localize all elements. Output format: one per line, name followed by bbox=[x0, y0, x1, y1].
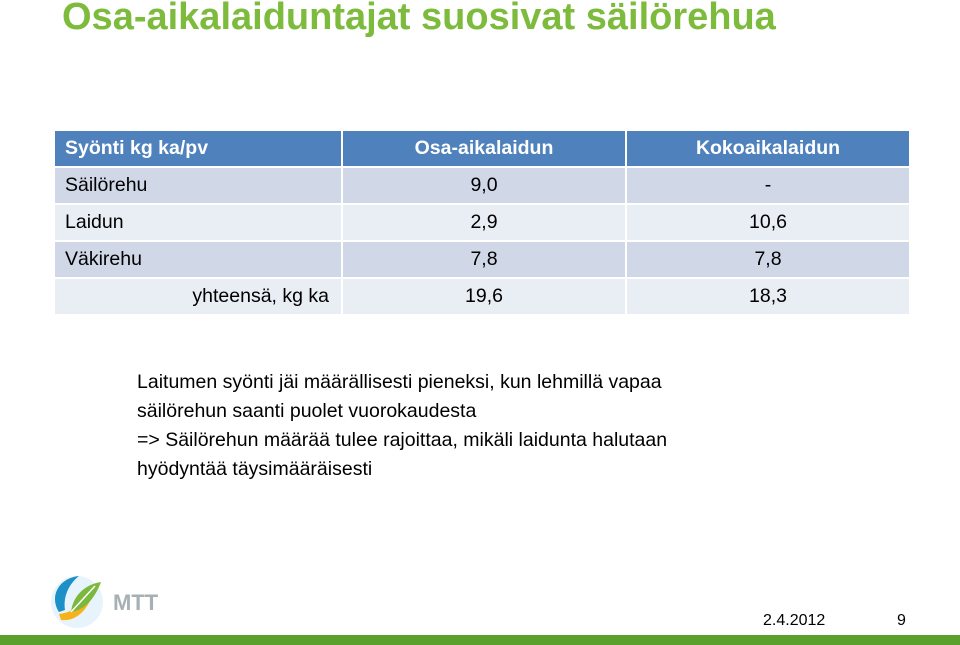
cell-full-time: 10,6 bbox=[627, 205, 909, 240]
mtt-logo-mark-icon bbox=[47, 572, 192, 632]
cell-part-time: 7,8 bbox=[343, 242, 625, 277]
conclusion-line: hyödyntää täysimääräisesti bbox=[137, 458, 373, 480]
conclusion-line: säilörehun saanti puolet vuorokaudesta bbox=[137, 400, 477, 422]
row-label-total: yhteensä, kg ka bbox=[55, 279, 341, 314]
cell-full-time: 7,8 bbox=[627, 242, 909, 277]
conclusion-text bbox=[137, 368, 917, 484]
row-label: Laidun bbox=[55, 205, 341, 240]
table-row bbox=[55, 242, 909, 277]
cell-part-time: 9,0 bbox=[343, 168, 625, 203]
cell-full-time: - bbox=[627, 168, 909, 203]
footer-divider bbox=[0, 635, 960, 645]
mtt-logo-text: MTT bbox=[113, 590, 159, 615]
table-header-row bbox=[55, 131, 909, 166]
cell-part-time-total: 19,6 bbox=[343, 279, 625, 314]
table-row bbox=[55, 205, 909, 240]
row-label: Väkirehu bbox=[55, 242, 341, 277]
table-row-total bbox=[55, 279, 909, 314]
row-label: Säilörehu bbox=[55, 168, 341, 203]
conclusion-line: => Säilörehun määrää tulee rajoittaa, mikäli laidunta halutaan bbox=[137, 429, 668, 451]
conclusion-line: Laitumen syönti jäi määrällisesti pieneksi, kun lehmillä vapaa bbox=[137, 371, 662, 393]
table-row bbox=[55, 168, 909, 203]
cell-part-time: 2,9 bbox=[343, 205, 625, 240]
header-cell-full-time: Kokoaikalaidun bbox=[627, 131, 909, 166]
page-number: 9 bbox=[897, 612, 906, 629]
header-cell-feed: Syönti kg ka/pv bbox=[55, 131, 341, 166]
header-cell-part-time: Osa-aikalaidun bbox=[343, 131, 625, 166]
page-title: Osa-aikalaiduntajat suosivat säilörehua bbox=[62, 0, 776, 38]
cell-full-time-total: 18,3 bbox=[627, 279, 909, 314]
feed-intake-table bbox=[53, 129, 911, 316]
mtt-logo bbox=[47, 572, 192, 632]
footer-date: 2.4.2012 bbox=[763, 612, 826, 629]
